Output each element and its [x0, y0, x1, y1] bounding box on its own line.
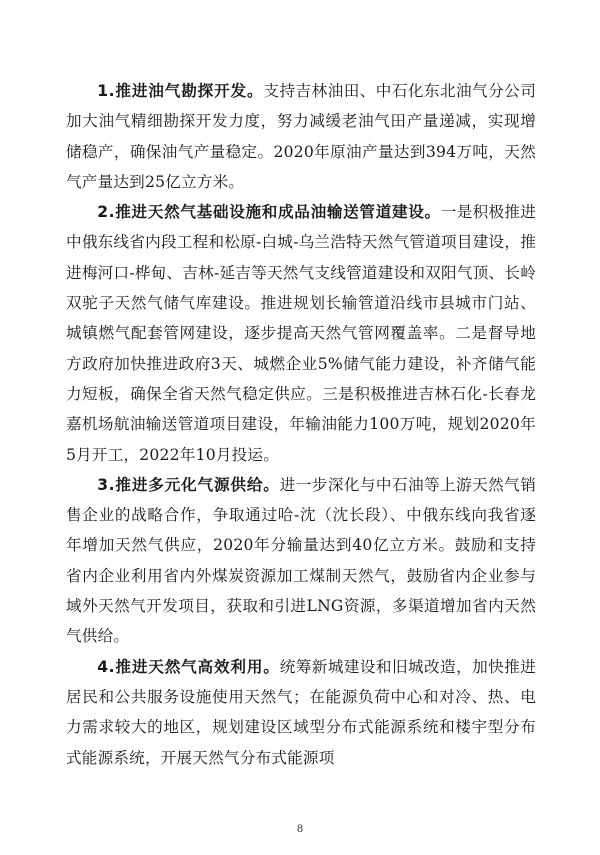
- body-diversified-supply: 进一步深化与中石油等上游天然气销售企业的战略合作，争取通过哈-沈（沈长段）、中俄东线向我省逐年增加天然气供应，2020年分输量达到40亿立方米。鼓励和支持省内企业利用省内外煤炭资源加工煤制天然气，鼓励省内企业参与域外天然气开发项目，获取和引进LNG资源，多渠道增加省内天然气供给。: [66, 475, 536, 646]
- body-efficient-use: 统筹新城建设和旧城改造，加快推进居民和公共服务设施使用天然气；在能源负荷中心和对冷、热、电力需求较大的地区，规划建设区域型分布式能源系统和楼宇型分布式能源系统，开展天然气分布式能源项: [66, 657, 536, 767]
- paragraph-diversified-supply: [66, 470, 536, 652]
- body-gas-infrastructure: 一是积极推进中俄东线省内段工程和松原-白城-乌兰浩特天然气管道项目建设，推进梅河口-桦甸、吉林-延吉等天然气支线管道建设和双阳气顶、长岭双驼子天然气储气库建设。推进规划长输管道沿线市县城市门站、城镇燃气配套管网建设，逐步提高天然气管网覆盖率。二是督导地方政府加快推进政府3天、城燃企业5%储气能力建设，补齐储气能力短板，确保全省天然气稳定供应。三是积极推进吉林石化-长春龙嘉机场航油输送管道项目建设，年输油能力100万吨，规划2020年5月开工，2022年10月投运。: [66, 203, 536, 464]
- heading-efficient-use: 4.推进天然气高效利用。: [97, 657, 280, 676]
- heading-gas-infrastructure: 2.推进天然气基础设施和成品油输送管道建设。: [97, 203, 441, 222]
- heading-oil-gas-exploration: 1.推进油气勘探开发。: [97, 82, 264, 100]
- page-number: 8: [296, 824, 304, 835]
- paragraph-efficient-use: [66, 652, 536, 773]
- body-oil-gas-exploration: 支持吉林油田、中石化东北油气分公司加大油气精细勘探开发力度，努力减缓老油气田产量递减，实现增储稳产，确保油气产量稳定。2020年原油产量达到394万吨，天然气产量达到25亿立方米。: [66, 82, 537, 191]
- paragraph-gas-infrastructure: [66, 197, 536, 470]
- heading-diversified-supply: 3.推进多元化气源供给。: [97, 475, 280, 494]
- paragraph-oil-gas-exploration: [66, 76, 536, 197]
